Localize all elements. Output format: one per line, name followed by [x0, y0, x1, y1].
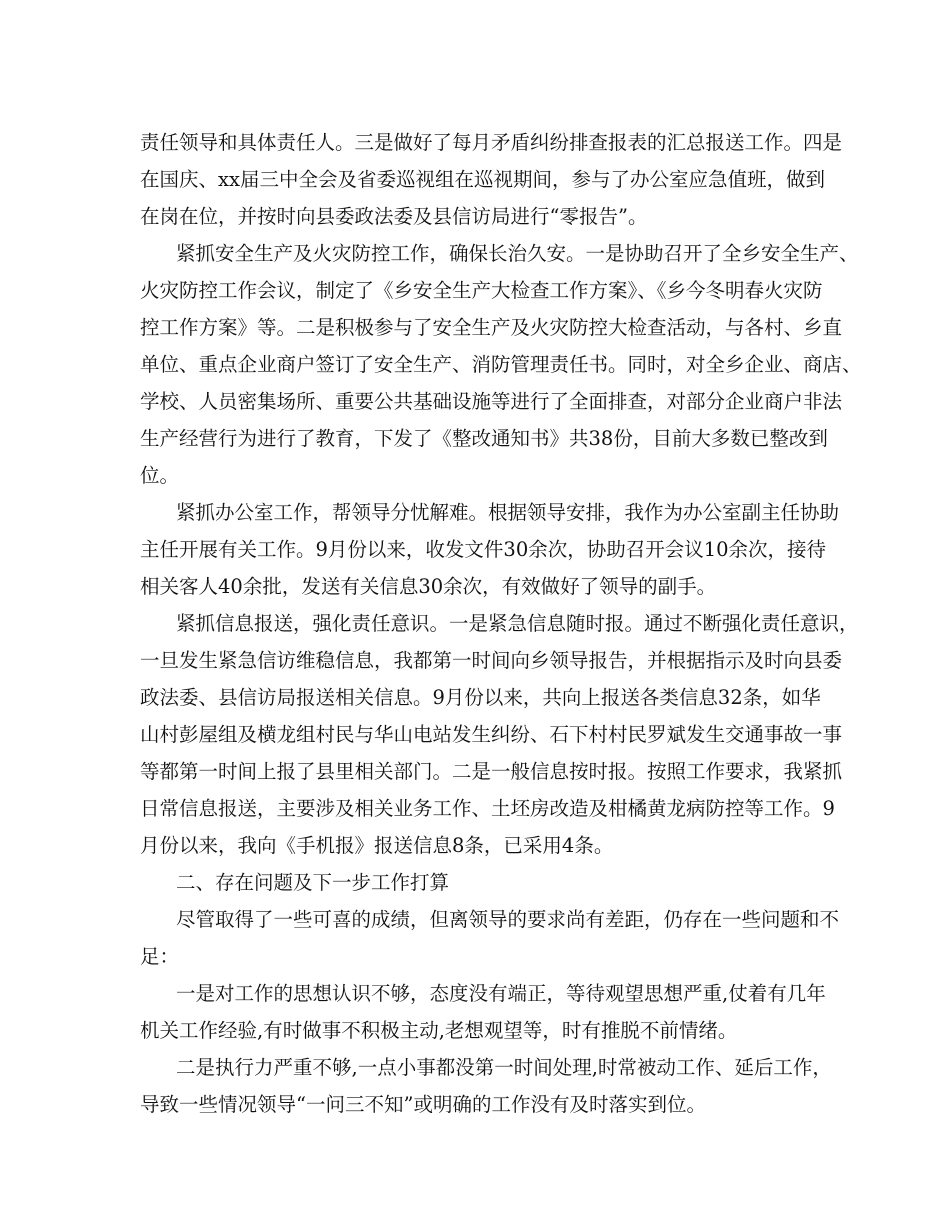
- text-line: 月份以来，我向《手机报》报送信息8条，已采用4条。: [140, 834, 614, 857]
- text-line: 导致一些情况领导“一问三不知”或明确的工作没有及时落实到位。: [140, 1093, 706, 1116]
- text-line: 主任开展有关工作。9月份以来，收发文件30余次，协助召开会议10余次，接待: [140, 538, 827, 561]
- text-line: 火灾防控工作会议，制定了《乡安全生产大检查工作方案》、《乡今冬明春火灾防: [140, 279, 823, 302]
- text-line: 控工作方案》等。二是积极参与了安全生产及火灾防控大检查活动，与各村、乡直: [140, 316, 843, 339]
- text-line: 单位、重点企业商户签订了安全生产、消防管理责任书。同时，对全乡企业、商店、: [140, 353, 862, 376]
- text-line: 政法委、县信访局报送相关信息。9月份以来，共向上报送各类信息32条，如华: [140, 686, 821, 709]
- text-line: 一旦发生紧急信访维稳信息，我都第一时间向乡领导报告，并根据指示及时向县委: [140, 649, 843, 672]
- paragraph-start: 尽管取得了一些可喜的成绩，但离领导的要求尚有差距，仍存在一些问题和不: [176, 908, 840, 931]
- paragraph-start: 一是对工作的思想认识不够，态度没有端正，等待观望思想严重,仗着有几年: [176, 982, 826, 1005]
- text-line: 在岗在位，并按时向县委政法委及县信访局进行“零报告”。: [140, 205, 648, 228]
- text-line: 日常信息报送，主要涉及相关业务工作、土坯房改造及柑橘黄龙病防控等工作。9: [140, 797, 835, 820]
- text-line: 在国庆、xx届三中全会及省委巡视组在巡视期间，参与了办公室应急值班，做到: [140, 168, 825, 191]
- text-line: 足：: [140, 945, 180, 968]
- paragraph-start: 紧抓办公室工作，帮领导分忧解难。根据领导安排，我作为办公室副主任协助: [176, 501, 840, 524]
- paragraph-start: 紧抓安全生产及火灾防控工作，确保长治久安。一是协助召开了全乡安全生产、: [176, 242, 859, 265]
- text-line: 学校、人员密集场所、重要公共基础设施等进行了全面排查，对部分企业商户非法: [140, 390, 843, 413]
- section-heading: 二、存在问题及下一步工作打算: [176, 871, 450, 894]
- text-line: 机关工作经验,有时做事不积极主动,老想观望等，时有推脱不前情绪。: [140, 1019, 738, 1042]
- text-line: 生产经营行为进行了教育，下发了《整改通知书》共38份，目前大多数已整改到: [140, 427, 828, 450]
- text-line: 位。: [140, 464, 180, 487]
- text-line: 山村彭屋组及横龙组村民与华山电站发生纠纷、石下村村民罗斌发生交通事故一事: [140, 723, 843, 746]
- text-line: 等都第一时间上报了县里相关部门。二是一般信息按时报。按照工作要求，我紧抓: [140, 760, 843, 783]
- paragraph-start: 二是执行力严重不够,一点小事都没第一时间处理,时常被动工作、延后工作，: [176, 1056, 832, 1079]
- paragraph-start: 紧抓信息报送，强化责任意识。一是紧急信息随时报。通过不断强化责任意识，: [176, 612, 859, 635]
- text-line: 相关客人40余批，发送有关信息30余次，有效做好了领导的副手。: [140, 575, 717, 598]
- text-line: 责任领导和具体责任人。三是做好了每月矛盾纠纷排查报表的汇总报送工作。四是: [140, 131, 843, 154]
